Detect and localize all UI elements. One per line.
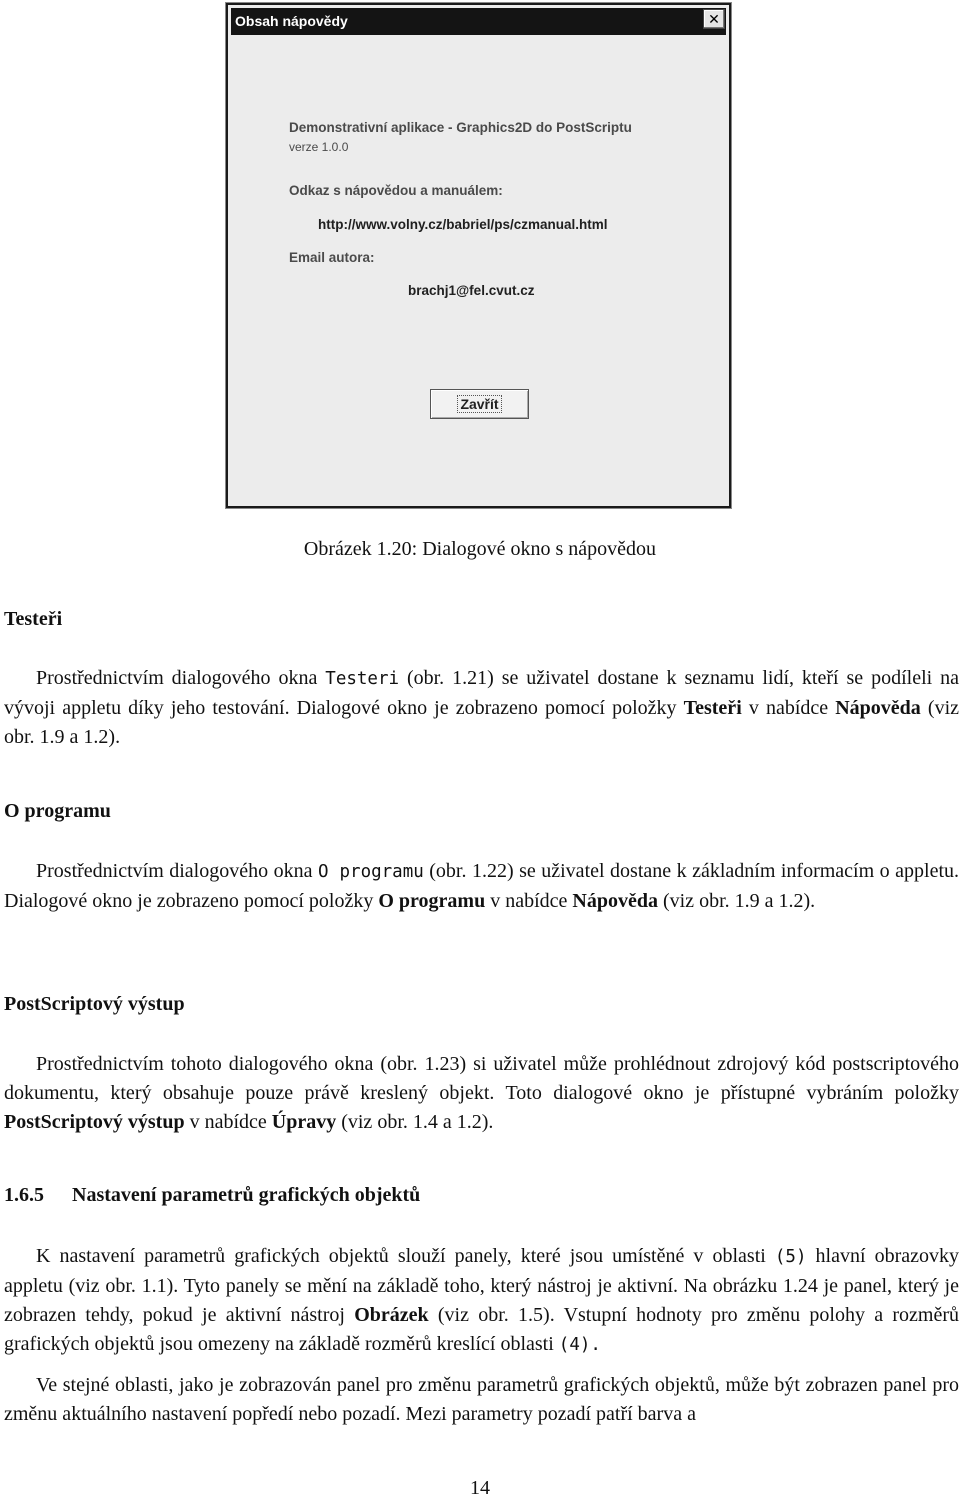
app-name: Demonstrativní aplikace - Graphics2D do PostScriptu — [289, 120, 632, 135]
dialog-titlebar — [231, 8, 726, 35]
close-button[interactable] — [430, 389, 529, 419]
figure-caption: Obrázek 1.20: Dialogové okno s nápovědou — [303, 538, 657, 560]
code-oprogramu: O programu — [317, 862, 424, 882]
code-testeri: Testeri — [325, 669, 400, 689]
dialog-title: Obsah nápovědy — [235, 13, 348, 29]
help-link-url[interactable]: http://www.volny.cz/babriel/ps/czmanual.html — [318, 217, 608, 232]
paragraph-oprogramu: Prostřednictvím dialogového okna O programu (obr. 1.22) se uživatel dostane k základním informacím o appletu. Dialogové okno je zobrazeno pomocí položky O programu v nabídce Nápověda (viz obr. 1.9 a 1.2). — [4, 860, 959, 912]
paragraph-postscript: Prostřednictvím tohoto dialogového okna (obr. 1.23) si uživatel může prohlédnout zdrojový kód postscriptového dokumentu, který obsahuje pouze právě kreslený objekt. Toto dialogové okno je přístupné vybráním položky PostScriptový výstup v nabídce Úpravy (viz obr. 1.4 a 1.2). — [4, 1053, 959, 1133]
paragraph-parameters: K nastavení parametrů grafických objektů slouží panely, které jsou umístěné v oblasti (5) hlavní obrazovky appletu (viz obr. 1.1). Tyto panely se mění na základě toho, který nástroj je aktivní. Na obrázku 1.24 je panel, který je zobrazen tehdy, pokud je aktivní nástroj Obrázek (viz obr. 1.5). Vstupní hodnoty pro změnu polohy a rozměrů grafických objektů jsou omezeny na základě rozměrů kreslící oblasti (4). — [4, 1245, 960, 1355]
heading-oprogramu: O programu — [4, 800, 111, 822]
email-label: Email autora: — [289, 250, 375, 265]
page-number: 14 — [470, 1477, 490, 1499]
help-dialog — [226, 3, 731, 508]
paragraph-background: Ve stejné oblasti, jako je zobrazován panel pro změnu parametrů grafických objektů, může být zobrazen panel pro změnu aktuálního nastavení popředí nebo pozadí. Mezi parametry pozadí patří barva a — [4, 1374, 959, 1425]
subsection-number: 1.6.5 — [4, 1184, 44, 1206]
close-icon[interactable]: ✕ — [703, 9, 725, 29]
heading-testeri: Testeři — [4, 608, 63, 630]
heading-postscript: PostScriptový výstup — [4, 993, 185, 1015]
subsection-title: Nastavení parametrů grafických objektů — [72, 1184, 421, 1206]
help-link-label: Odkaz s nápovědou a manuálem: — [289, 183, 503, 198]
paragraph-testeri: Prostřednictvím dialogového okna Testeri (obr. 1.21) se uživatel dostane k seznamu lidí, kteří se podíleli na vývoji appletu díky jeho testování. Dialogové okno je zobrazeno pomocí položky Testeři v nabídce Nápověda (viz obr. 1.9 a 1.2). — [4, 667, 960, 748]
close-button-label: Zavřít — [457, 395, 501, 413]
author-email[interactable]: brachj1@fel.cvut.cz — [408, 283, 535, 298]
app-version: verze 1.0.0 — [289, 140, 349, 154]
subsection-heading — [4, 1184, 420, 1207]
